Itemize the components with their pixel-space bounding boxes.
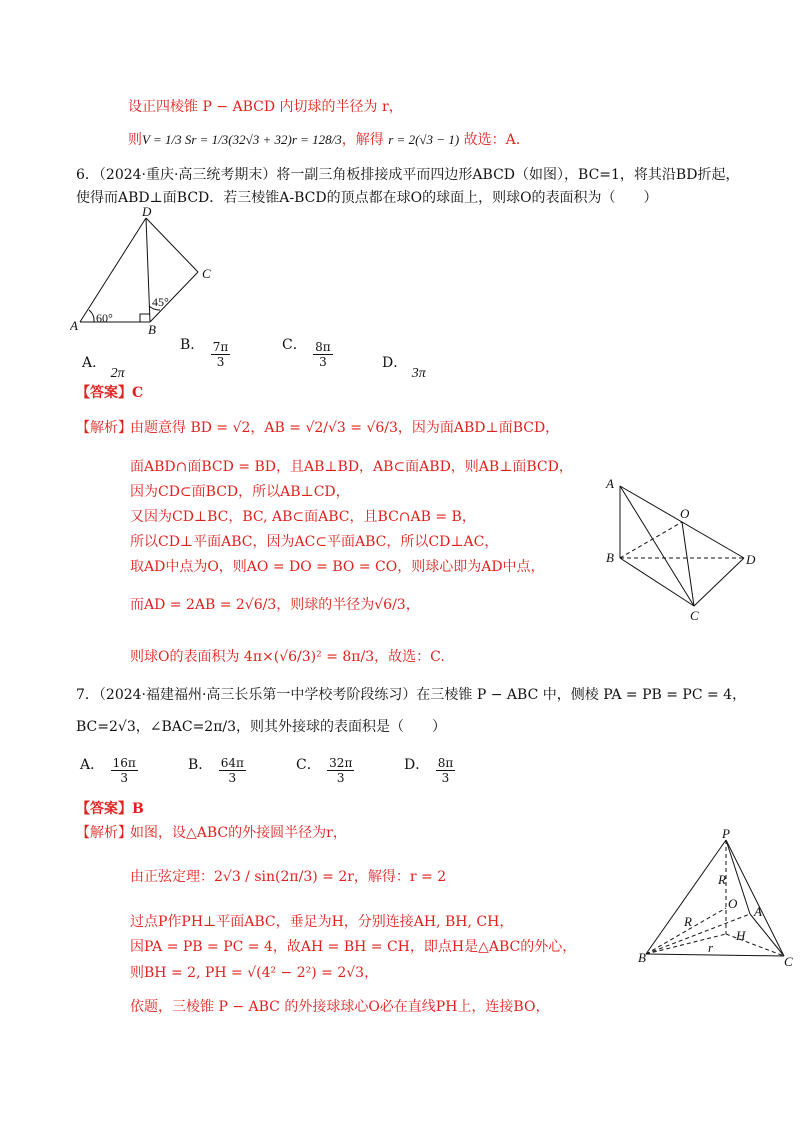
q5-line1: 设正四棱锥 P − ABCD 内切球的半径为 r， bbox=[128, 99, 403, 115]
q6-analysis-7: 而AD = 2AB = 2√6/3，则球的半径为√6/3， bbox=[130, 597, 420, 613]
label-a: A bbox=[754, 904, 762, 919]
q6-analysis-2: 面ABD∩面BCD = BD，且AB⊥BD，AB⊂面ABD，则AB⊥面BCD， bbox=[130, 459, 573, 475]
q5-line2: 则V = 1/3 Sr = 1/3(32√3 + 32)r = 128/3，解得 r = 2(√3 − 1) 故选：A. bbox=[128, 132, 521, 148]
label-d: D bbox=[142, 206, 152, 219]
q6-stem-line1: 6．（2024·重庆·高三统考期末）将一副三角板排接成平而四边形ABCD（如图），BC=1，将其沿BD折起， bbox=[76, 167, 740, 183]
q7-analysis-label: 【解析】 bbox=[76, 825, 132, 841]
q7-answer: 【答案】B bbox=[76, 801, 144, 817]
q6-stem-line2: 使得而ABD⊥面BCD．若三棱锥A-BCD的顶点都在球O的球面上，则球O的表面积为（ ） bbox=[76, 190, 658, 206]
q6-option-a[interactable]: A． 2π bbox=[82, 355, 125, 381]
label-a: A bbox=[606, 476, 614, 491]
label-c: C bbox=[202, 266, 211, 281]
label-angle-45: 45° bbox=[152, 295, 169, 309]
q6-answer: 【答案】C bbox=[76, 385, 144, 401]
label-b: B bbox=[148, 322, 156, 336]
q7-analysis-4: 因PA = PB = PC = 4，故AH = BH = CH，即点H是△ABC的外心， bbox=[130, 939, 577, 955]
q6-figure-2 bbox=[598, 470, 768, 625]
q7-option-b[interactable]: B． $\frac{64\pi}{3}$ bbox=[188, 756, 244, 785]
q6-analysis-5: 所以CD⊥平面ABC，因为AC⊂平面ABC，所以CD⊥AC， bbox=[130, 534, 499, 550]
q7-analysis-6: 依题，三棱锥 P − ABC 的外接球球心O必在直线PH上，连接BO， bbox=[130, 999, 550, 1015]
q6-figure-1 bbox=[70, 206, 230, 336]
q6-option-d[interactable]: D． 3π bbox=[382, 355, 426, 381]
q7-option-a[interactable]: A． $\frac{16\pi}{3}$ bbox=[80, 756, 136, 785]
q7-analysis-5: 则BH = 2, PH = √(4² − 2²) = 2√3， bbox=[130, 965, 379, 981]
q6-option-c[interactable]: C． $\frac{8\pi}{3}$ bbox=[282, 336, 331, 369]
label-b: B bbox=[638, 950, 646, 965]
q7-option-c[interactable]: C． $\frac{32\pi}{3}$ bbox=[296, 756, 353, 785]
q6-analysis-8: 则球O的表面积为 4π×(√6/3)² = 8π/3，故选：C. bbox=[130, 649, 445, 665]
label-h: H bbox=[736, 928, 746, 943]
q7-analysis-2: 由正弦定理：2√3 / sin(2π/3) = 2r，解得：r = 2 bbox=[130, 869, 447, 885]
label-b: B bbox=[606, 550, 614, 565]
label-o: O bbox=[728, 896, 738, 911]
q6-option-b[interactable]: B． $\frac{7\pi}{3}$ bbox=[180, 336, 229, 369]
label-c: C bbox=[784, 954, 793, 969]
label-p: P bbox=[722, 828, 730, 841]
q6-analysis-3: 因为CD⊂面BCD，所以AB⊥CD， bbox=[130, 484, 350, 500]
label-a: A bbox=[70, 318, 78, 333]
q7-option-d[interactable]: D． $\frac{8\pi}{3}$ bbox=[404, 756, 454, 785]
q6-analysis-1: 由题意得 BD = √2，AB = √2/√3 = √6/3，因为面ABD⊥面BCD， bbox=[130, 420, 560, 436]
q6-analysis-label: 【解析】 bbox=[76, 420, 132, 436]
label-angle-60: 60° bbox=[96, 311, 113, 325]
label-d: D bbox=[746, 552, 756, 567]
label-o: O bbox=[680, 506, 690, 521]
q7-analysis-1: 如图，设△ABC的外接圆半径为r， bbox=[130, 825, 347, 841]
q7-stem-line1: 7．（2024·福建福州·高三长乐第一中学校考阶段练习）在三棱锥 P − ABC 中，侧棱 PA = PB = PC = 4， bbox=[76, 687, 747, 703]
q7-analysis-3: 过点P作PH⊥平面ABC，垂足为H，分别连接AH, BH, CH， bbox=[130, 914, 514, 930]
q6-analysis-4: 又因为CD⊥BC，BC, AB⊂面ABC，且BC∩AB = B， bbox=[130, 509, 476, 525]
q7-stem-line2: BC=2√3，∠BAC=2π/3，则其外接球的表面积是（ ） bbox=[76, 719, 447, 735]
q7-figure-3 bbox=[636, 828, 796, 973]
label-r-lower: R bbox=[684, 914, 692, 929]
q6-analysis-6: 取AD中点为O，则AO = DO = BO = CO，则球心即为AD中点， bbox=[130, 559, 545, 575]
label-r-upper: R bbox=[718, 872, 726, 887]
label-c: C bbox=[690, 608, 699, 623]
label-r-small: r bbox=[708, 940, 714, 955]
